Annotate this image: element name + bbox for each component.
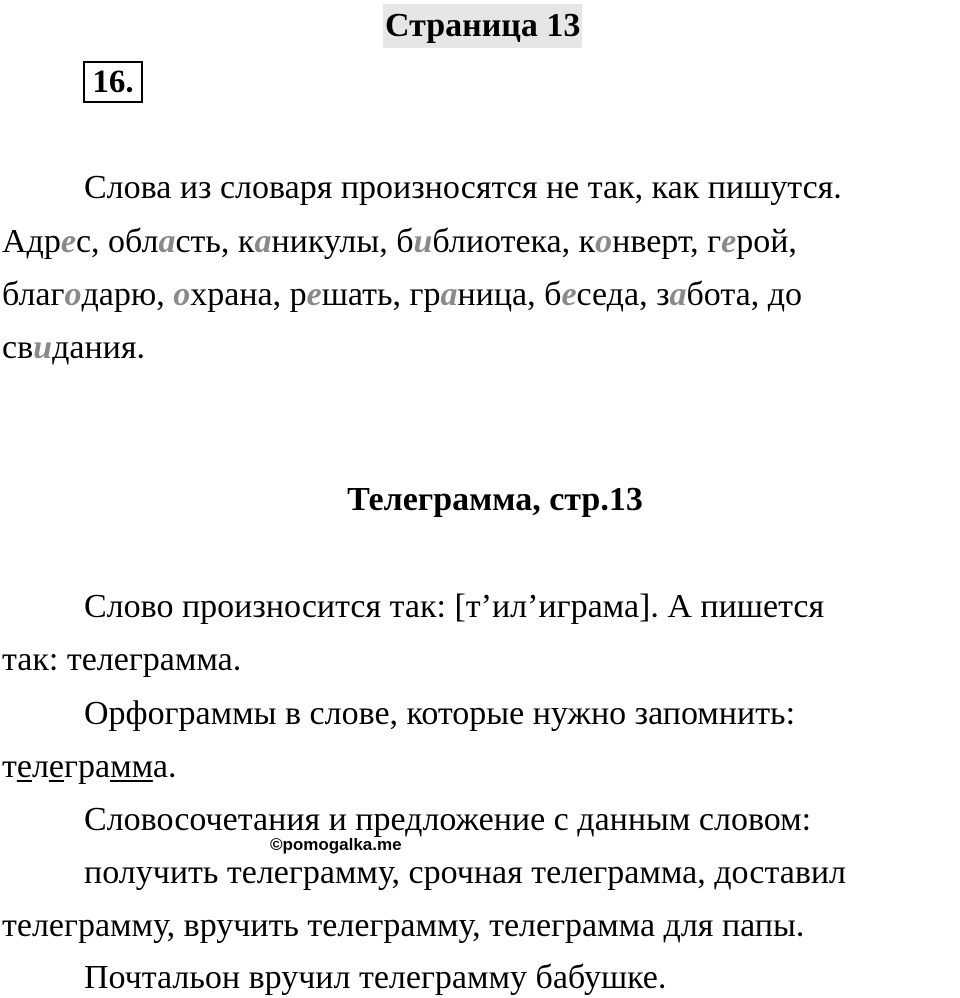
text-run: сть, к xyxy=(175,223,255,260)
text-run: шать, гр xyxy=(321,276,441,313)
text-run: благ xyxy=(2,276,65,313)
section-title: Телеграмма, стр.13 xyxy=(347,481,643,518)
p2-line1: Орфограммы в слове, которые нужно запомнить: xyxy=(84,695,796,732)
text-run: храна, р xyxy=(190,276,307,313)
highlighted-letter: а xyxy=(158,223,176,260)
text-run: блиотека, к xyxy=(432,223,596,260)
section1-line2 xyxy=(2,222,797,262)
p1-line1: Слово произносится так: [т’ил’играма]. А пишется xyxy=(84,588,825,625)
text-run: ница, б xyxy=(457,276,562,313)
watermark: ©pomogalka.me xyxy=(270,835,402,854)
text-run: дарю, xyxy=(81,276,174,313)
p2-line2 xyxy=(2,747,176,787)
text-run: рой, xyxy=(736,223,797,260)
underlined-letters: мм xyxy=(110,748,153,785)
p3-line1: Словосочетания и предложение с данным словом: xyxy=(84,801,812,838)
page-title: Страница 13 xyxy=(383,4,582,48)
highlighted-letter: о xyxy=(595,223,613,260)
p4-line1: Почтальон вручил телеграмму бабушке. xyxy=(84,959,667,996)
underlined-letters: е xyxy=(48,748,65,785)
highlighted-letter: а xyxy=(254,223,272,260)
section1-line3 xyxy=(2,275,802,315)
text-run: с, обл xyxy=(75,223,159,260)
p3-line3: телеграмму, вручить телеграмму, телеграмма для папы. xyxy=(2,907,805,944)
text-run: седа, з xyxy=(576,276,670,313)
text-run: а. xyxy=(152,748,177,785)
section1-line4 xyxy=(2,328,145,368)
text-run: Адр xyxy=(2,223,61,260)
text-run: никулы, б xyxy=(271,223,414,260)
text-run: т xyxy=(2,748,17,785)
highlighted-letter: о xyxy=(64,276,82,313)
underlined-letters: е xyxy=(16,748,32,785)
highlighted-letter: е xyxy=(561,276,577,313)
text-run: бота, до xyxy=(686,276,803,313)
text-run: дания. xyxy=(52,329,145,366)
highlighted-letter: и xyxy=(413,223,433,260)
text-run: св xyxy=(2,329,34,366)
text-run: гра xyxy=(64,748,111,785)
highlighted-letter: и xyxy=(33,329,53,366)
highlighted-letter: а xyxy=(669,276,687,313)
text-run: л xyxy=(31,748,49,785)
highlighted-letter: е xyxy=(306,276,322,313)
p3-line2: получить телеграмму, срочная телеграмма, доставил xyxy=(84,854,847,891)
highlighted-letter: а xyxy=(440,276,458,313)
highlighted-letter: е xyxy=(60,223,76,260)
exercise-number: 16. xyxy=(83,61,143,103)
section1-line1: Слова из словаря произносятся не так, как пишутся. xyxy=(84,169,842,206)
text-run: нверт, г xyxy=(612,223,722,260)
highlighted-letter: о xyxy=(173,276,191,313)
highlighted-letter: е xyxy=(721,223,737,260)
p1-line2: так: телеграмма. xyxy=(2,641,242,678)
